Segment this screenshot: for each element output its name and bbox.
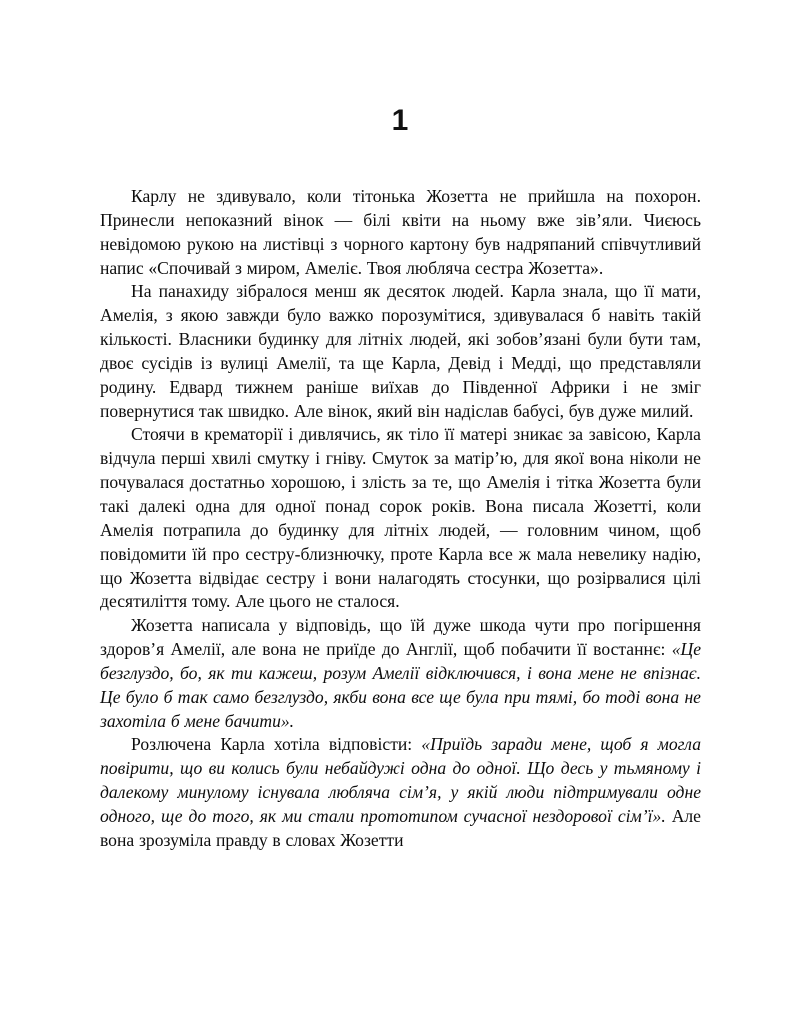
quoted-italic-run: «Це безглуздо, бо, як ти кажеш, розум Амелії відключився, і вона мене не впізнає. Це було б так само безглуздо, якби вона все ще була при тямі, бо тоді вона не захотіла б мене бачити».	[100, 639, 701, 731]
text-run: На панахиду зібралося менш як десяток людей. Карла знала, що її мати, Амелія, з якою завжди було важко порозумітися, здивувалася б навіть такій кількості. Власники будинку для літніх людей, які зобов’язані були бути там, двоє сусідів із вулиці Амелії, та ще Карла, Девід і Медді, що представляли родину. Едвард тижнем раніше виїхав до Південної Африки і не зміг повернутися так швидко. Але вінок, який він надіслав бабусі, був дуже милий.	[100, 281, 701, 421]
paragraph	[100, 423, 701, 614]
text-run: Стоячи в крематорії і дивлячись, як тіло її матері зникає за завісою, Карла відчула перші хвилі смутку і гніву. Смуток за матір’ю, для якої вона ніколи не почувалася достатньо хорошою, і злість за те, що Амелія і тітка Жозетта були такі далекі одна для одної понад сорок років. Вона писала Жозетті, коли Амелія потрапила до будинку для літніх людей, — головним чином, щоб повідомити їй про сестру-близнючку, проте Карла все ж мала невелику надію, що Жозетта відвідає сестру і вони налагодять стосунки, що розірвалися цілі десятиліття тому. Але цього не сталося.	[100, 424, 701, 612]
chapter-number: 1	[391, 104, 409, 137]
paragraph	[100, 614, 701, 733]
text-run: Але вона зрозуміла правду в словах Жозетти	[100, 805, 701, 850]
quoted-italic-run: «Приїдь заради мене, щоб я могла повірити, що ви колись були небайдужі одна до одної. Що десь у тьмяному і далекому минулому існувала любляча сім’я, у якій люди підтримували одне одного, ще до того, як ми стали прототипом сучасної нездорової сім’ї».	[100, 734, 701, 826]
paragraph	[100, 733, 701, 852]
text-run: Жозетта написала у відповідь, що їй дуже шкода чути про погіршення здоров’я Амелії, але вона не приїде до Англії, щоб побачити її востаннє:	[100, 615, 701, 660]
text-run: Розлючена Карла хотіла відповісти:	[131, 734, 422, 755]
text-run: Карлу не здивувало, коли тітонька Жозетта не прийшла на похорон. Принесли непоказний вінок — білі квіти на ньому вже зів’яли. Чиєюсь невідомою рукою на листівці з чорного картону був надряпаний співчутливий напис «Спочивай з миром, Амеліє. Твоя любляча сестра Жозетта».	[100, 186, 701, 278]
paragraph	[100, 185, 701, 280]
body-text-block	[100, 185, 701, 853]
paragraph	[100, 280, 701, 423]
